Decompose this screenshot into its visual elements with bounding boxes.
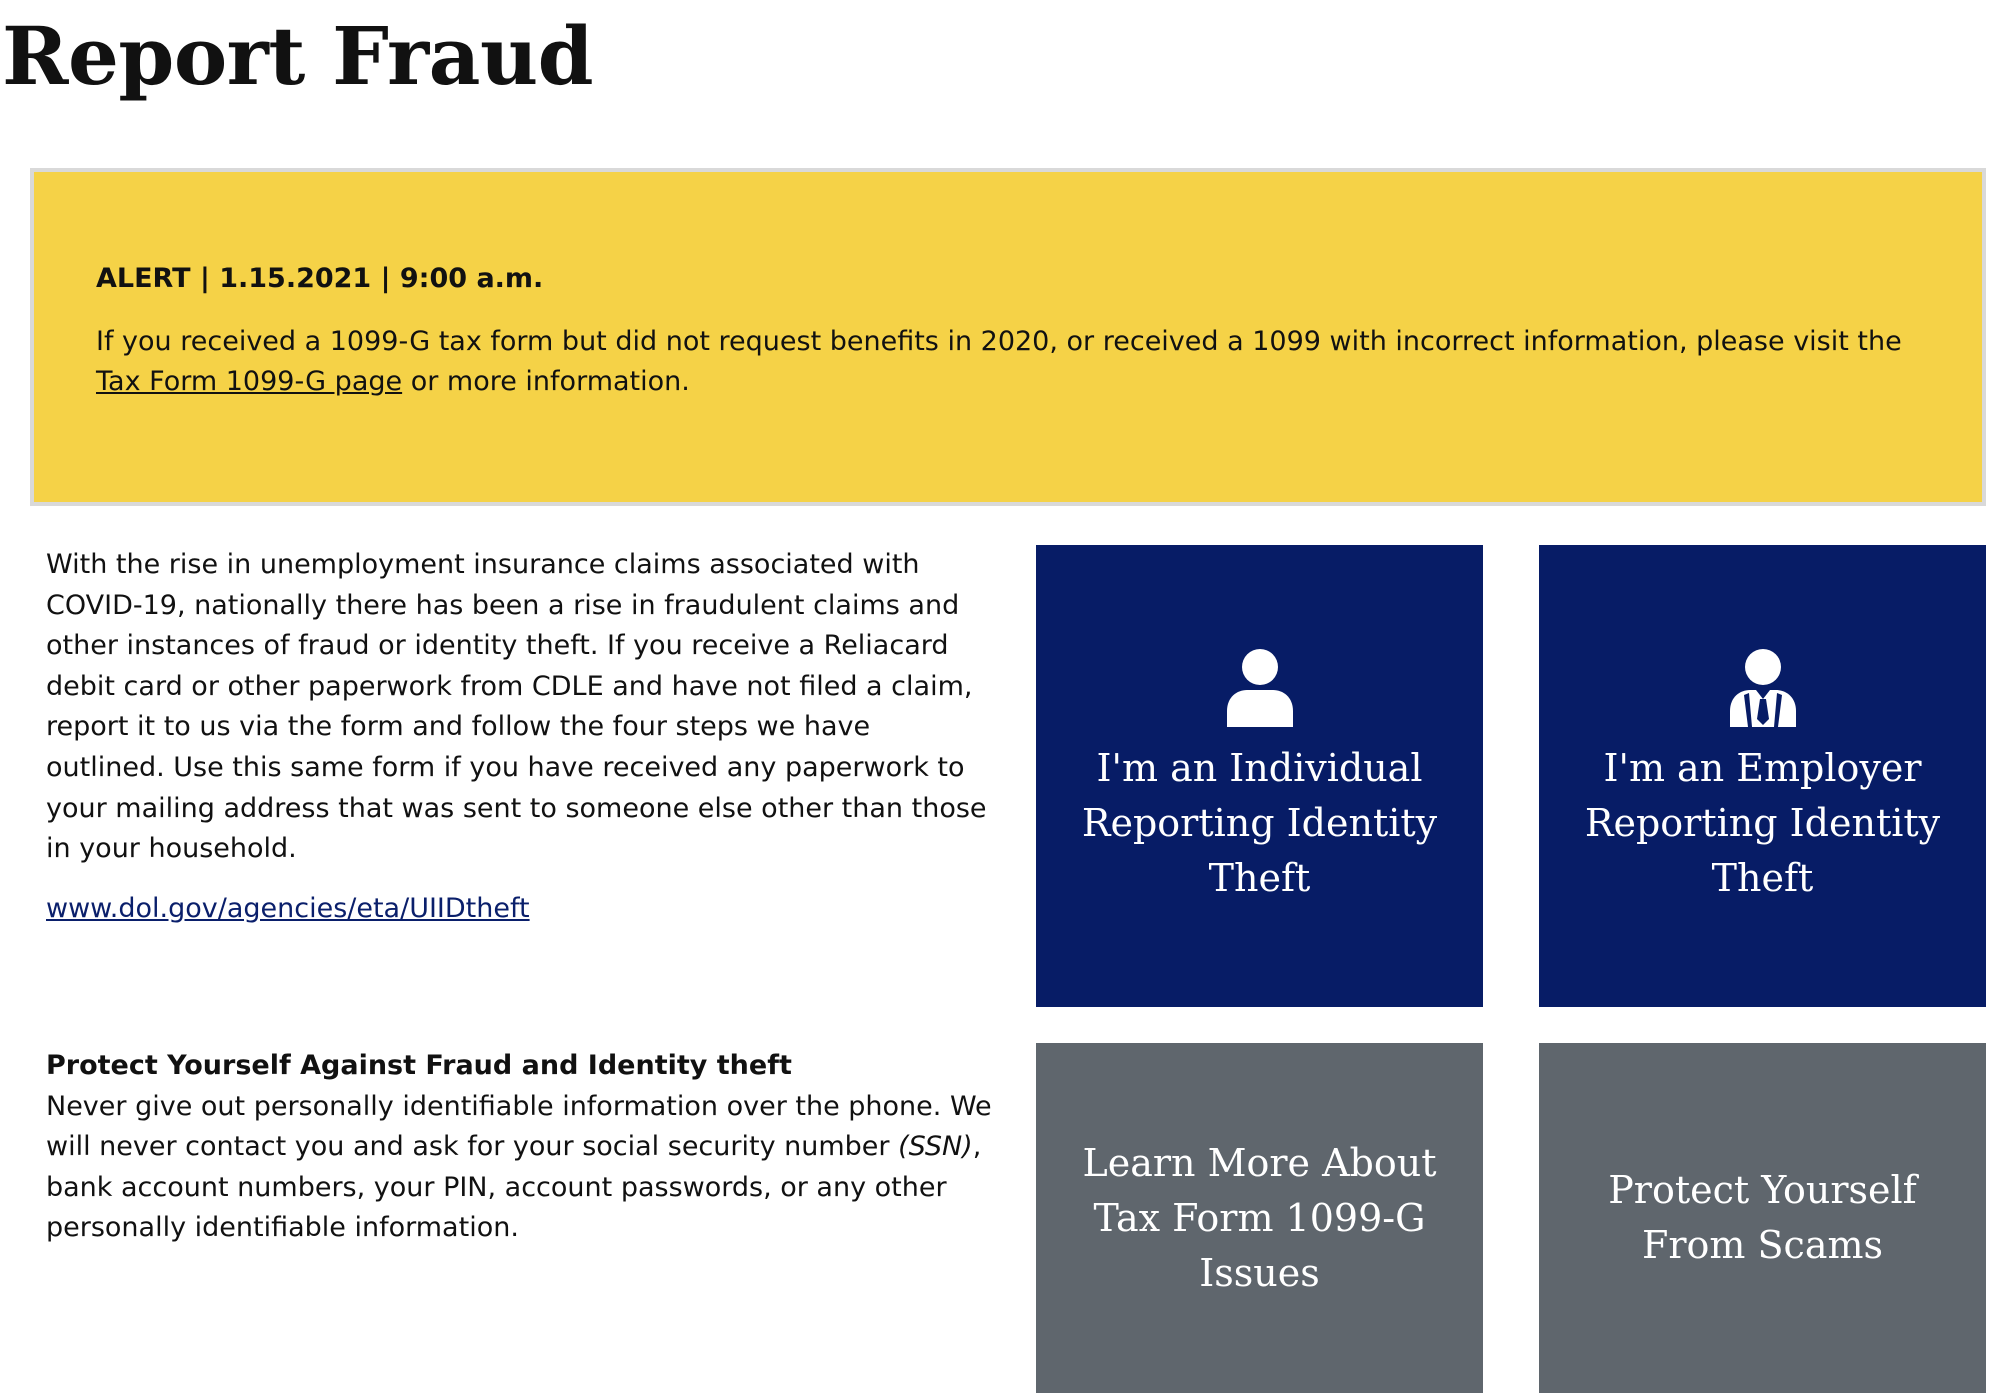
page-title: Report Fraud <box>2 9 594 103</box>
tax-form-1099g-tile[interactable] <box>1036 1043 1483 1393</box>
employer-tile-label: I'm an Employer Reporting Identity Theft <box>1584 745 1941 900</box>
protect-heading: Protect Yourself Against Fraud and Identity theft <box>46 1050 792 1081</box>
tax-form-1099g-link[interactable]: Tax Form 1099-G page <box>96 366 403 397</box>
alert-text <box>96 322 1920 402</box>
intro-paragraph: With the rise in unemployment insurance claims associated with COVID-19, nationally there has been a rise in fraudulent claims and other instances of fraud or identity theft. If you receive a Reliacard debit card or other paperwork from CDLE and have not filed a claim, report it to us via the form and follow the four steps we have outlined. Use this same form if you have received any paperwork to your mailing address that was sent to someone else other than those in your household. <box>46 549 987 865</box>
protect-paragraph <box>46 1087 1006 1249</box>
alert-heading: ALERT | 1.15.2021 | 9:00 a.m. <box>96 263 544 294</box>
individual-report-tile[interactable] <box>1036 545 1483 1007</box>
person-icon <box>1223 647 1297 727</box>
protect-section <box>46 1046 1006 1249</box>
alert-text-end: or more information. <box>402 366 690 397</box>
tax-form-tile-label: Learn More About Tax Form 1099-G Issues <box>1082 1140 1437 1295</box>
ssn-abbreviation: (SSN) <box>898 1131 973 1163</box>
scams-tile-label: Protect Yourself From Scams <box>1608 1168 1917 1267</box>
protect-from-scams-tile[interactable] <box>1539 1043 1986 1393</box>
dol-uiidtheft-link[interactable]: www.dol.gov/agencies/eta/UIIDtheft <box>46 893 530 924</box>
alert-text-start: If you received a 1099-G tax form but did not request benefits in 2020, or received a 1099 with incorrect information, please visit the <box>96 326 1902 357</box>
individual-tile-label: I'm an Individual Reporting Identity Theft <box>1081 745 1438 900</box>
protect-text-end: , bank account numbers, your PIN, account passwords, or any other personally identifiable information. <box>46 1131 982 1244</box>
employer-icon <box>1726 647 1800 727</box>
employer-report-tile[interactable] <box>1539 545 1986 1007</box>
alert-banner <box>30 168 1986 506</box>
protect-text-start: Never give out personally identifiable information over the phone. We will never contact you and ask for your social security number <box>46 1090 992 1163</box>
